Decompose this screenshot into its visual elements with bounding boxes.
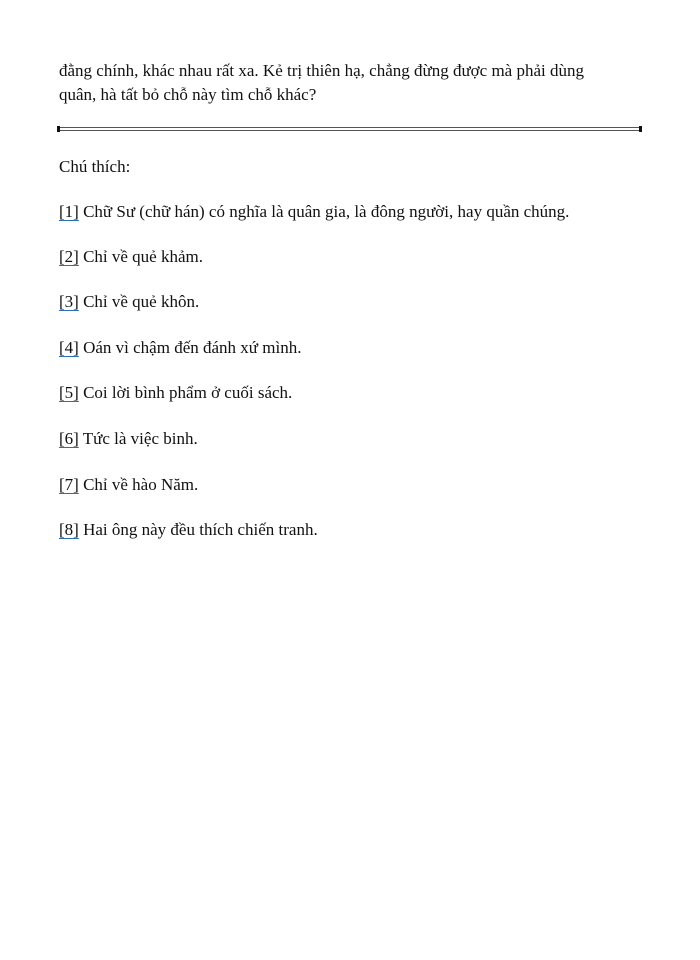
footnote-text: Oán vì chậm đến đánh xứ mình. [78, 338, 302, 357]
footnote-text: Chỉ về hào Năm. [78, 475, 199, 494]
footnote-text: Tức là việc binh. [78, 429, 198, 448]
body-line: quân, hà tất bỏ chỗ này tìm chỗ khác? [59, 85, 317, 104]
footnote-text: Coi lời bình phẩm ở cuối sách. [78, 383, 293, 402]
footnote-text: Chữ Sư (chữ hán) có nghĩa là quân gia, là đông người, hay quần chúng. [78, 202, 570, 221]
body-paragraph [59, 59, 649, 107]
footnote-ref-link[interactable]: [3] [59, 292, 79, 311]
notes-heading: Chú thích: [59, 157, 131, 176]
footnote-item [59, 428, 198, 450]
footnote-item [59, 337, 301, 359]
footnote-ref-link[interactable]: [7] [59, 475, 79, 494]
footnote-item [59, 201, 569, 223]
footnote-item [59, 519, 318, 541]
footnote-ref-link[interactable]: [8] [59, 520, 79, 539]
body-line: đằng chính, khác nhau rất xa. Kẻ trị thiên hạ, chẳng đừng được mà phải dùng [59, 61, 584, 80]
footnote-item [59, 291, 199, 313]
footnote-item [59, 382, 292, 404]
horizontal-divider [58, 127, 641, 131]
footnote-ref-link[interactable]: [4] [59, 338, 79, 357]
footnote-ref-link[interactable]: [1] [59, 202, 79, 221]
footnote-text: Chỉ về quẻ khôn. [78, 292, 200, 311]
footnote-text: Chỉ về quẻ khảm. [78, 247, 203, 266]
footnote-text: Hai ông này đều thích chiến tranh. [78, 520, 318, 539]
footnote-ref-link[interactable]: [2] [59, 247, 79, 266]
footnote-item [59, 246, 203, 268]
footnote-ref-link[interactable]: [6] [59, 429, 79, 448]
footnote-ref-link[interactable]: [5] [59, 383, 79, 402]
footnote-item [59, 474, 198, 496]
